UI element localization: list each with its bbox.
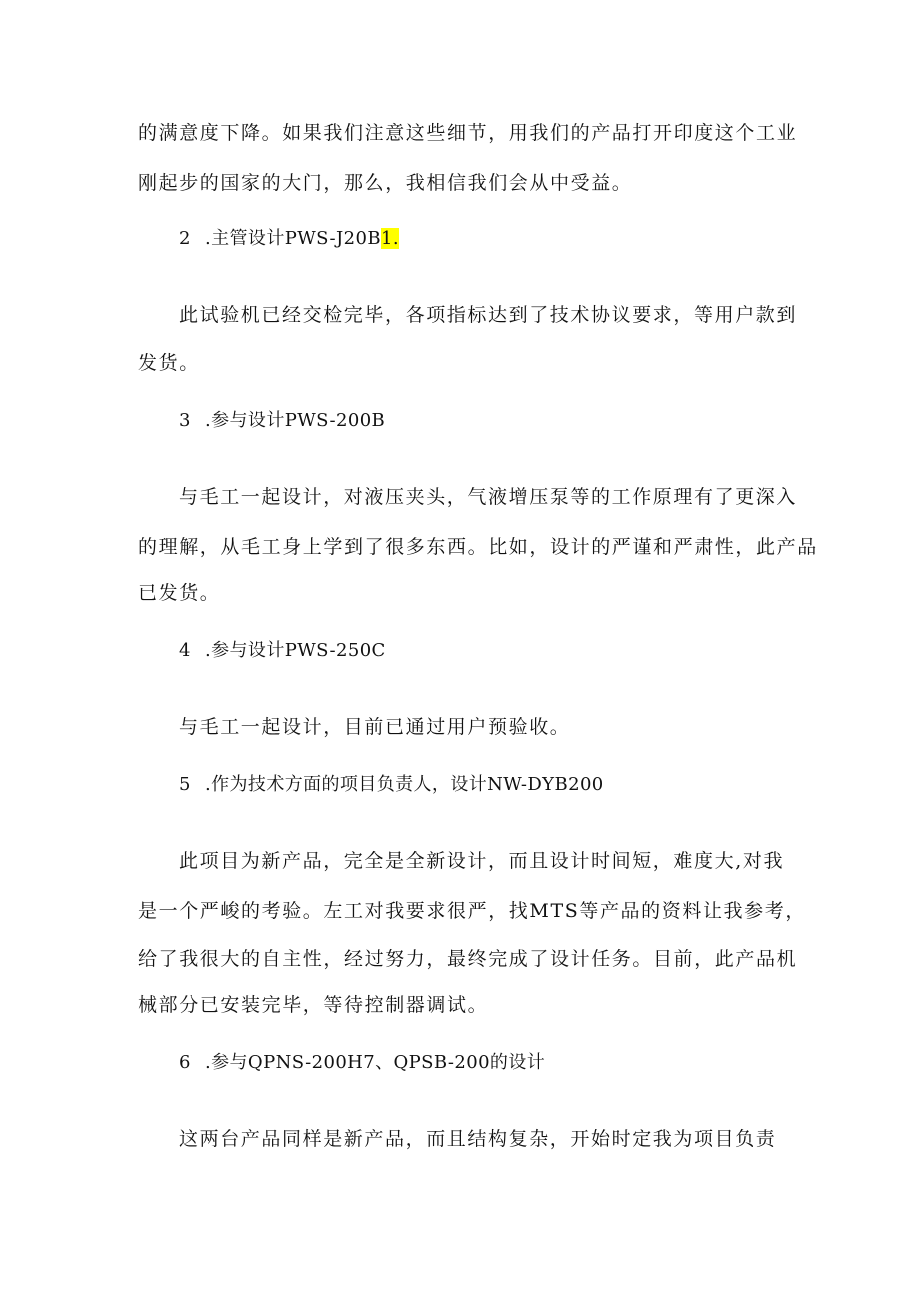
section-6-heading [179, 1050, 545, 1076]
section-4-number: 4 [179, 640, 191, 661]
section-2-heading [179, 226, 399, 252]
section-2-highlighted-text: 1. [380, 228, 399, 249]
section-5-line-2: 是一个严峻的考验。左工对我要求很严，找MTS等产品的资料让我参考， [138, 900, 806, 922]
section-3-line-2: 的理解，从毛工身上学到了很多东西。比如，设计的严谨和严肃性，此产品 [138, 536, 818, 558]
section-4-line-1: 与毛工一起设计，目前已通过用户预验收。 [179, 716, 571, 738]
section-4-heading [179, 638, 386, 664]
section-5-heading [179, 772, 604, 798]
section-2-number: 2 [179, 228, 191, 249]
section-3-number: 3 [179, 410, 191, 431]
section-3-line-1: 与毛工一起设计，对液压夹头，气液增压泵等的工作原理有了更深入 [179, 486, 798, 508]
section-5-number: 5 [179, 774, 191, 795]
section-6-number: 6 [179, 1052, 191, 1073]
section-2-line-1: 此试验机已经交检完毕，各项指标达到了技术协议要求，等用户款到 [179, 304, 798, 326]
section-5-line-1: 此项目为新产品，完全是全新设计，而且设计时间短，难度大,对我 [179, 850, 785, 872]
intro-line-2: 刚起步的国家的大门，那么，我相信我们会从中受益。 [138, 172, 633, 194]
section-3-title: .参与设计PWS-200B [205, 410, 386, 431]
section-3-line-3: 已发货。 [138, 582, 221, 604]
section-5-line-3: 给了我很大的自主性，经过努力，最终完成了设计任务。目前，此产品机 [138, 948, 798, 970]
section-3-heading [179, 408, 385, 434]
intro-line-1: 的满意度下降。如果我们注意这些细节，用我们的产品打开印度这个工业 [138, 122, 798, 144]
section-5-line-4: 械部分已安装完毕，等待控制器调试。 [138, 994, 489, 1016]
section-2-line-2: 发货。 [138, 352, 200, 374]
section-6-title: .参与QPNS-200H7、QPSB-200的设计 [205, 1052, 546, 1073]
section-4-title: .参与设计PWS-250C [205, 640, 386, 661]
section-2-title: .主管设计PWS-J20B [205, 228, 381, 249]
section-5-title: .作为技术方面的项目负责人，设计NW-DYB200 [205, 774, 604, 795]
section-6-line-1: 这两台产品同样是新产品，而且结构复杂，开始时定我为项目负责 [179, 1128, 777, 1150]
